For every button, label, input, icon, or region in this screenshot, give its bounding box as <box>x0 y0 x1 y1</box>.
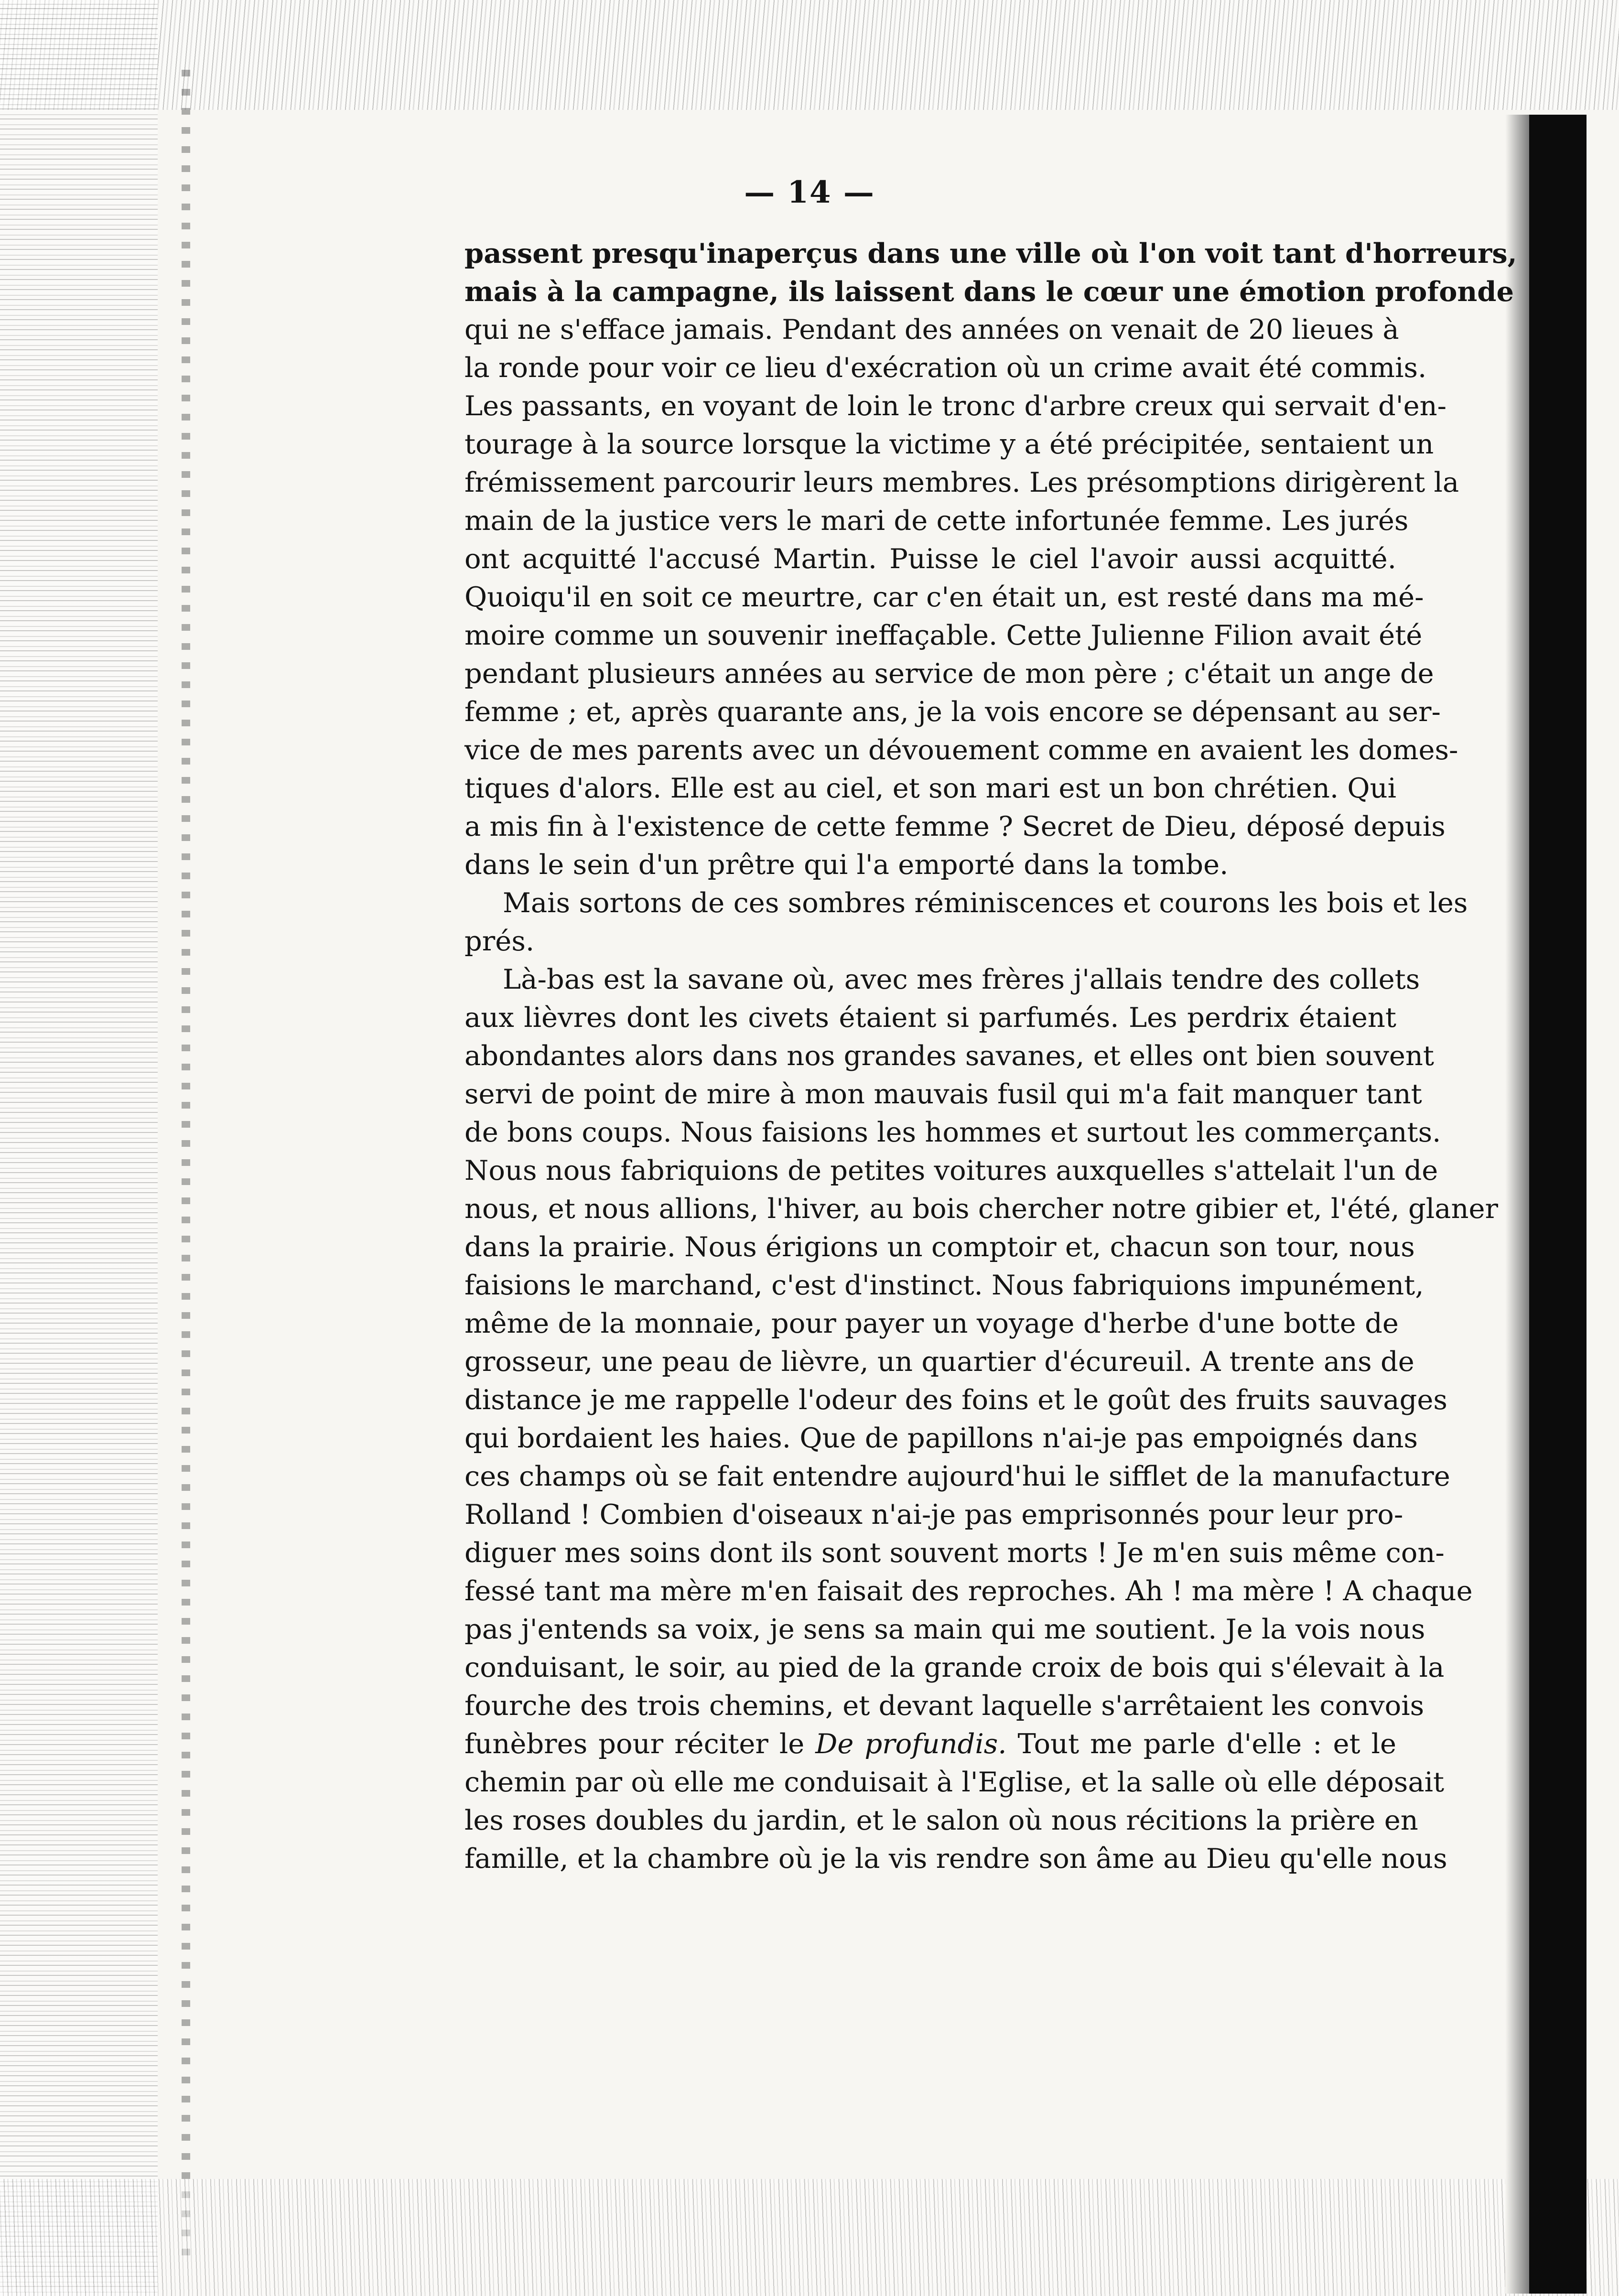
text-line-content: qui ne s'efface jamais. Pendant des années on venait de 20 lieues à <box>464 313 1399 345</box>
text-line <box>464 1534 1445 1572</box>
text-line-content: prés. <box>464 925 535 957</box>
text-line-content: Les passants, en voyant de loin le tronc d'arbre creux qui servait d'en- <box>464 390 1447 422</box>
text-line-content: diguer mes soins dont ils sont souvent morts ! Je m'en suis même con- <box>464 1537 1445 1569</box>
text-line <box>464 1152 1438 1190</box>
text-line <box>464 960 1420 999</box>
scan-noise-left <box>0 0 158 2296</box>
text-line-content: dans le sein d'un prêtre qui l'a emporté dans la tombe. <box>464 849 1229 881</box>
text-line-content: Rolland ! Combien d'oiseaux n'ai-je pas emprisonnés pour leur pro- <box>464 1498 1403 1531</box>
text-line-content: famille, et la chambre où je la vis rendre son âme au Dieu qu'elle nous <box>464 1843 1447 1875</box>
text-line <box>464 387 1447 425</box>
text-line-content: fourche des trois chemins, et devant laquelle s'arrêtaient les convois <box>464 1690 1425 1722</box>
text-line <box>464 1419 1418 1457</box>
text-line <box>464 1075 1422 1113</box>
text-line <box>464 1113 1441 1152</box>
text-line <box>464 464 1459 502</box>
text-line-tail: Tout me parle d'elle : et le <box>1006 1728 1396 1760</box>
text-line <box>464 502 1409 540</box>
text-line-content: de bons coups. Nous faisions les hommes et surtout les commerçants. <box>464 1116 1441 1148</box>
text-line-content: qui bordaient les haies. Que de papillons n'ai-je pas empoignés dans <box>464 1422 1418 1454</box>
text-line <box>464 425 1434 464</box>
text-line-content: Nous nous fabriquions de petites voitures auxquelles s'attelait l'un de <box>464 1154 1438 1186</box>
text-line-content: moire comme un souvenir ineffaçable. Cette Julienne Filion avait été <box>464 619 1423 651</box>
scan-margin-specks <box>182 57 190 2255</box>
text-line <box>464 1343 1414 1381</box>
text-line <box>464 655 1434 693</box>
text-line <box>464 884 1468 922</box>
page-number: — 14 — <box>744 174 875 210</box>
text-line-content: mais à la campagne, ils laissent dans le cœur une émotion profonde <box>464 275 1514 308</box>
text-line <box>464 693 1441 731</box>
text-line <box>464 1610 1425 1649</box>
text-line-content: la ronde pour voir ce lieu d'exécration où un crime avait été commis. <box>464 352 1427 384</box>
text-line <box>464 1457 1450 1496</box>
text-line-content: Là-bas est la savane où, avec mes frères j'allais tendre des collets <box>503 963 1420 995</box>
text-line-italic: De profundis. <box>815 1728 1007 1760</box>
text-line <box>464 311 1399 349</box>
scan-noise-top <box>0 0 1619 110</box>
text-line-content: faisions le marchand, c'est d'instinct. Nous fabriquions impunément, <box>464 1269 1424 1301</box>
text-line-content: nous, et nous allions, l'hiver, au bois chercher notre gibier et, l'été, glaner <box>464 1193 1498 1225</box>
text-line <box>464 1649 1445 1687</box>
scan-noise-bottom <box>0 2179 1619 2296</box>
text-line <box>464 769 1396 808</box>
text-line <box>464 616 1423 655</box>
text-line-content: tourage à la source lorsque la victime y a été précipitée, sentaient un <box>464 428 1434 460</box>
text-line <box>464 1763 1445 1801</box>
body-text <box>464 234 1517 1878</box>
text-line-content: les roses doubles du jardin, et le salon où nous récitions la prière en <box>464 1804 1418 1836</box>
text-line-content: conduisant, le soir, au pied de la grande croix de bois qui s'élevait à la <box>464 1651 1445 1683</box>
text-line <box>464 731 1458 769</box>
text-line-content: dans la prairie. Nous érigions un comptoir et, chacun son tour, nous <box>464 1231 1415 1263</box>
text-line <box>464 1687 1425 1725</box>
text-line <box>464 1572 1473 1610</box>
page-edge-dark <box>1529 115 1587 2294</box>
text-line-content: même de la monnaie, pour payer un voyage d'herbe d'une botte de <box>464 1307 1399 1339</box>
text-line-content: pendant plusieurs années au service de mon père ; c'était un ange de <box>464 658 1434 690</box>
text-line <box>464 1496 1403 1534</box>
text-line <box>464 1228 1415 1266</box>
text-line-content: vice de mes parents avec un dévouement comme en avaient les domes- <box>464 734 1458 766</box>
text-line <box>464 1840 1447 1878</box>
text-line-content: Quoiqu'il en soit ce meurtre, car c'en était un, est resté dans ma mé- <box>464 581 1424 613</box>
text-line-content: chemin par où elle me conduisait à l'Eglise, et la salle où elle déposait <box>464 1766 1445 1798</box>
text-line <box>464 272 1514 311</box>
text-line <box>464 1381 1447 1419</box>
text-line <box>464 846 1396 884</box>
text-line-content: abondantes alors dans nos grandes savanes, et elles ont bien souvent <box>464 1040 1435 1072</box>
text-line <box>464 1266 1424 1304</box>
text-line <box>464 1801 1418 1840</box>
text-line-content: femme ; et, après quarante ans, je la vois encore se dépensant au ser- <box>464 696 1441 728</box>
text-line <box>464 922 1396 960</box>
text-line-content: pas j'entends sa voix, je sens sa main qui me soutient. Je la vois nous <box>464 1613 1425 1645</box>
text-line <box>464 578 1424 616</box>
text-line-content: fessé tant ma mère m'en faisait des reproches. Ah ! ma mère ! A chaque <box>464 1575 1473 1607</box>
text-line <box>464 1190 1498 1228</box>
text-line-content: distance je me rappelle l'odeur des foins et le goût des fruits sauvages <box>464 1384 1447 1416</box>
page-edge-shadow <box>1505 115 1529 2294</box>
text-line-content: tiques d'alors. Elle est au ciel, et son mari est un bon chrétien. Qui <box>464 772 1396 804</box>
text-line-content: funèbres pour réciter le <box>464 1728 816 1760</box>
text-line <box>464 808 1446 846</box>
text-line <box>464 540 1396 578</box>
text-line-content: a mis fin à l'existence de cette femme ? Secret de Dieu, déposé depuis <box>464 810 1446 842</box>
text-line-content: ces champs où se fait entendre aujourd'hui le sifflet de la manufacture <box>464 1460 1450 1492</box>
text-line-content: Mais sortons de ces sombres réminiscences et courons les bois et les <box>503 887 1468 919</box>
text-line-content: grosseur, une peau de lièvre, un quartier d'écureuil. A trente ans de <box>464 1346 1414 1378</box>
text-line <box>464 1304 1399 1343</box>
text-line <box>464 349 1427 387</box>
text-line-content: ont acquitté l'accusé Martin. Puisse le ciel l'avoir aussi acquitté. <box>464 543 1396 575</box>
text-line-content: aux lièvres dont les civets étaient si parfumés. Les perdrix étaient <box>464 1002 1396 1034</box>
text-line <box>464 1725 1396 1763</box>
text-line-content: servi de point de mire à mon mauvais fusil qui m'a fait manquer tant <box>464 1078 1422 1110</box>
text-line <box>464 234 1517 272</box>
text-line-content: main de la justice vers le mari de cette infortunée femme. Les jurés <box>464 505 1409 537</box>
text-line <box>464 999 1396 1037</box>
text-line-content: frémissement parcourir leurs membres. Les présomptions dirigèrent la <box>464 466 1459 498</box>
text-line <box>464 1037 1435 1075</box>
text-line-content: passent presqu'inaperçus dans une ville où l'on voit tant d'horreurs, <box>464 237 1517 269</box>
